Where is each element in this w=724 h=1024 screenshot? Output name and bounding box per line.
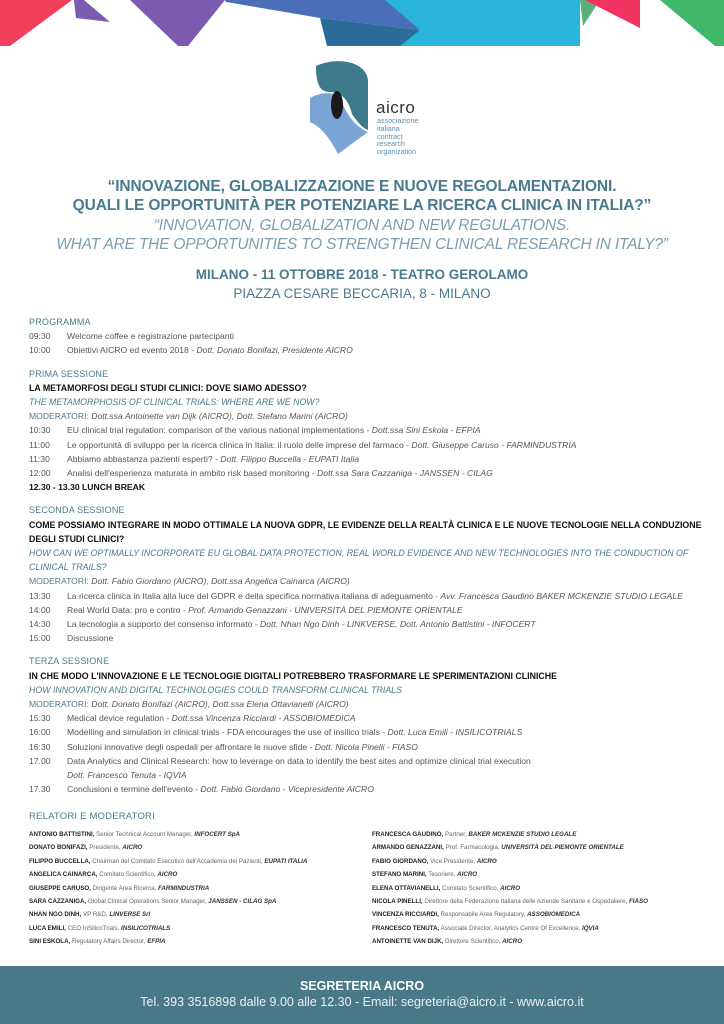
speaker-entry: [29, 908, 369, 921]
program-row: [29, 423, 709, 437]
speaker-role: Dirigente Area Ricerca,: [90, 884, 158, 892]
desc: Data Analytics and Clinical Research: how to leverage on data to identify the best sites and optimize clinical trial execution: [67, 755, 531, 766]
time: 15:30: [29, 713, 51, 724]
speaker-org: IQVIA: [581, 924, 599, 932]
venue-date: MILANO - 11 OTTOBRE 2018 - TEATRO GEROLAMO: [195, 267, 529, 282]
speakers-right-column: [372, 828, 712, 949]
venue-address: PIAZZA CESARE BECCARIA, 8 - MILANO: [233, 286, 491, 301]
program-row: [29, 725, 709, 739]
logo-subtitle-line: research: [377, 139, 405, 149]
logo-subtitle-line: italiana: [377, 123, 400, 133]
program-row: [29, 329, 709, 343]
time: 12:00: [29, 468, 51, 479]
moderators-label: MODERATORI:: [29, 699, 92, 710]
speaker-role: Presidente,: [87, 844, 123, 852]
speaker-role: Senior Technical Account Manager,: [94, 831, 195, 838]
speaker-org: JANSSEN - CILAG SpA: [208, 898, 277, 906]
lunch-break: 12.30 - 13.30 LUNCH BREAK: [29, 482, 146, 493]
program-row: [29, 711, 709, 725]
speaker-name: FRANCESCA GAUDINO,: [372, 831, 444, 838]
speaker-name: SARA CAZZANIGA,: [29, 898, 87, 906]
speaker-name: NICOLA PINELLI,: [372, 898, 423, 906]
desc: Modelling and simulation in clinical trials - FDA encourages the use of insilico trials -: [67, 727, 388, 738]
desc: La tecnologia a supporto del consenso informato -: [67, 619, 261, 630]
time: 11:30: [29, 453, 50, 464]
speaker-org: BAKER MCKENZIE STUDIO LEGALE: [468, 831, 577, 838]
speaker-name: LUCA EMILI,: [29, 924, 66, 932]
program-label: PROGRAMMA: [29, 317, 91, 327]
speaker-org: AICRO: [122, 844, 143, 852]
logo-subtitle-line: organization: [377, 147, 417, 157]
speaker-entry: [29, 828, 369, 841]
speaker-org: AICRO: [500, 884, 521, 892]
program: [29, 315, 709, 797]
session2-subtitle: HOW CAN WE OPTIMALLY INCORPORATE EU GLOBAL DATA PROTECTION, REAL WORLD EVIDENCE AND NEW TECHNOLOGIES INTO THE CONDUCTION OF CLINICAL TRAILS?: [29, 548, 689, 573]
speaker-entry: [372, 882, 712, 895]
session2-title: COME POSSIAMO INTEGRARE IN MODO OTTIMALE LA NUOVA GDPR, LE EVIDENZE DELLA REALTÀ CLINICA E LE NUOVE TECNOLOGIE NELLA CONDUZIONE DEGLI STUDI CLINICI?: [29, 519, 702, 544]
speaker-org: EUPATI ITALIA: [264, 857, 308, 865]
speaker-entry: [372, 855, 712, 868]
speaker-entry: [29, 882, 369, 895]
speaker-entry: [29, 922, 369, 935]
speaker-org: INSILICOTRIALS: [121, 924, 171, 932]
decorative-banner: [0, 0, 724, 48]
program-row: [29, 754, 709, 782]
speaker-name: ELENA OTTAVIANELLI,: [372, 884, 441, 892]
title-en-line2: WHAT ARE THE OPPORTUNITIES TO STRENGTHEN CLINICAL RESEARCH IN ITALY?”: [56, 236, 668, 253]
desc: Medical device regulation -: [67, 713, 172, 724]
title-english: [0, 216, 724, 254]
speaker-entry: [372, 841, 712, 854]
time: 17.00: [29, 755, 51, 766]
desc: Real World Data: pro e contro -: [67, 604, 189, 615]
speaker-org: LINVERSE Srl: [109, 911, 151, 919]
speaker-role: Vice Presidente,: [428, 857, 477, 865]
speaker-org: EFPIA: [147, 938, 166, 946]
title-it-line2: QUALI LE OPPORTUNITÀ PER POTENZIARE LA RICERCA CLINICA IN ITALIA?”: [72, 197, 652, 214]
time: 16:30: [29, 741, 51, 752]
speaker: Dott.ssa Sini Eskola - EFPIA: [371, 425, 481, 436]
program-row: [29, 589, 709, 603]
speaker: Dott. Donato Bonifazi, Presidente AICRO: [196, 345, 353, 356]
desc: La ricerca clinica in Italia alla luce del GDPR e della specifica normativa italiana di adeguamento -: [67, 590, 441, 601]
moderators-names: Dott. Donato Bonifazi (AICRO), Dott.ssa Elena Ottavianelli (AICRO): [91, 699, 349, 710]
title-italian: [0, 177, 724, 215]
time: 11:00: [29, 439, 50, 450]
logo-subtitle-line: associazione: [377, 116, 419, 125]
time: 10:00: [29, 345, 51, 356]
speaker-entry: [372, 922, 712, 935]
speaker-name: SINI ESKOLA,: [29, 938, 71, 946]
program-row: [29, 740, 709, 754]
speaker-entry: [372, 828, 712, 841]
speaker-role: Associate Director, Analytics Centre Of Excellence,: [439, 924, 582, 932]
speaker: Prof. Armando Genazzani - UNIVERSITÀ DEL PIEMONTE ORIENTALE: [188, 604, 463, 615]
aicro-logo-icon: [308, 58, 378, 158]
speaker-entry: [29, 895, 369, 908]
speaker-name: FABIO GIORDANO,: [372, 857, 429, 865]
speaker-name: ANTOINETTE VAN DIJK,: [372, 938, 444, 946]
speaker-name: STEFANO MARINI,: [372, 871, 427, 879]
speaker-org: AICRO: [157, 871, 178, 879]
footer: [0, 966, 724, 1024]
speaker-name: VINCENZA RICCIARDI,: [372, 911, 439, 919]
speaker: Dott.ssa Vincenza Ricciardi - ASSOBIOMEDICA: [171, 713, 356, 724]
desc: Analisi dell'esperienza maturata in ambito risk based monitoring -: [67, 468, 318, 479]
moderators-label: MODERATORI:: [29, 576, 92, 587]
speaker-role: Prof. Farmacologia,: [443, 844, 502, 852]
program-row: [29, 438, 709, 452]
speaker-entry: [29, 935, 369, 948]
speaker-org: AICRO: [476, 857, 497, 865]
desc: Soluzioni innovative degli ospedali per affrontare le nuove sfide -: [67, 741, 315, 752]
session2-label: SECONDA SESSIONE: [29, 505, 125, 516]
speaker-name: NHAN NGO DINH,: [29, 911, 82, 919]
time: 09:30: [29, 331, 51, 342]
speaker-name: ANTONIO BATTISTINI,: [29, 831, 95, 838]
session3-label: TERZA SESSIONE: [29, 656, 110, 667]
speaker-entry: [29, 868, 369, 881]
speaker-role: Chairman del Comitato Esecutivo dell'Accademia dei Pazienti,: [90, 857, 265, 865]
desc: Discussione: [67, 633, 114, 644]
session3-subtitle: HOW INNOVATION AND DIGITAL TECHNOLOGIES COULD TRANSFORM CLINICAL TRIALS: [29, 684, 402, 695]
moderators-label: MODERATORI:: [29, 411, 92, 422]
desc: Le opportunità di sviluppo per la ricerca clinica in Italia: il ruolo delle imprese del farmaco -: [67, 439, 412, 450]
speaker-name: FRANCESCO TENUTA,: [372, 924, 440, 932]
speaker: Dott. Francesco Tenuta - IQVIA: [67, 770, 187, 781]
speaker-name: DONATO BONIFAZI,: [29, 844, 88, 852]
speaker-org: UNIVERSITÀ DEL PIEMONTE ORIENTALE: [501, 844, 624, 852]
session3-title: IN CHE MODO L'INNOVAZIONE E LE TECNOLOGIE DIGITALI POTREBBERO TRASFORMARE LE SPERIMENTAZIONI CLINICHE: [29, 670, 557, 681]
speaker-role: Responsabile Area Regulatory,: [438, 911, 528, 919]
speaker-role: Global Clinical Operations Senior Manager,: [86, 898, 209, 906]
speaker-org: ASSOBIOMEDICA: [527, 911, 581, 919]
speaker-org: AICRO: [502, 938, 523, 946]
speaker-role: Tesoriere,: [426, 871, 458, 879]
speaker-name: FILIPPO BUCCELLA,: [29, 857, 91, 865]
session1-label: PRIMA SESSIONE: [29, 368, 109, 379]
time: 16:00: [29, 727, 51, 738]
session1-title: LA METAMORFOSI DEGLI STUDI CLINICI: DOVE SIAMO ADESSO?: [29, 382, 307, 393]
time: 14:30: [29, 619, 51, 630]
desc: Abbiamo abbastanza pazienti esperti? -: [67, 453, 221, 464]
speaker: Dott. Luca Emili - INSILICOTRIALS: [387, 727, 523, 738]
program-row: [29, 343, 709, 357]
speaker: Dott. Filippo Buccella - EUPATI Italia: [220, 453, 360, 464]
program-row: [29, 631, 709, 645]
title-en-line1: “INNOVATION, GLOBALIZATION AND NEW REGULATIONS.: [153, 217, 571, 234]
time: 10:30: [29, 425, 51, 436]
speaker-role: Direttore della Federazione Italiana delle Aziende Sanitarie e Ospedaliere,: [422, 898, 630, 906]
time: 15:00: [29, 633, 51, 644]
speaker: Dott. Giuseppe Caruso - FARMINDUSTRIA: [411, 439, 577, 450]
session3-moderators: [29, 697, 709, 711]
footer-contact: Tel. 393 3516898 dalle 9.00 alle 12.30 - Email: segreteria@aicro.it - www.aicro.it: [140, 995, 584, 1009]
speaker-role: VP R&D,: [81, 911, 110, 919]
speaker-role: Direttore Scientifico,: [443, 938, 503, 946]
speaker-org: FIASO: [629, 898, 648, 906]
speakers-title: RELATORI E MODERATORI: [29, 811, 155, 822]
title-it-line1: “INNOVAZIONE, GLOBALIZZAZIONE E NUOVE REGOLAMENTAZIONI.: [107, 178, 617, 195]
moderators-names: Dott.ssa Antoinette van Dijk (AICRO), Dott. Stefano Marini (AICRO): [91, 411, 348, 422]
program-row: [29, 782, 709, 796]
logo-subtitle-line: contract: [377, 131, 403, 141]
desc: Obiettivi AICRO ed evento 2018 -: [67, 345, 197, 356]
venue: [0, 265, 724, 303]
speaker-entry: [372, 935, 712, 948]
speaker: Dott.ssa Sara Cazzaniga - JANSSEN - CILAG: [317, 468, 493, 479]
speaker-org: FARMINDUSTRIA: [157, 884, 210, 892]
speaker-role: CEO InSilicoTrials,: [65, 924, 122, 932]
desc: Welcome coffee e registrazione partecipanti: [67, 331, 234, 342]
speaker-org: AICRO: [457, 871, 478, 879]
speaker-entry: [372, 895, 712, 908]
session1-moderators: [29, 409, 709, 423]
speaker: Dott. Fabio Giordano - Vicepresidente AICRO: [200, 784, 374, 795]
speaker-role: Partner,: [443, 831, 469, 838]
speaker-role: Regulatory Affairs Director,: [70, 938, 148, 946]
speaker-name: ANGELICA CAINARCA,: [29, 871, 98, 879]
speaker-role: Comitato Scientifico,: [440, 884, 501, 892]
session1-subtitle: THE METAMORPHOSIS OF CLINICAL TRIALS: WHERE ARE WE NOW?: [29, 397, 320, 408]
speaker-name: ARMANDO GENAZZANI,: [372, 844, 444, 852]
speaker-entry: [372, 868, 712, 881]
speaker-entry: [29, 855, 369, 868]
polygon-pattern-icon: [0, 0, 724, 48]
speaker: Dott. Nicola Pinelli - FIASO: [314, 741, 418, 752]
program-row: [29, 603, 709, 617]
program-row: [29, 617, 709, 631]
desc: EU clinical trial regulation: comparison of the various national implementations -: [67, 425, 372, 436]
logo-wordmark: aicro: [376, 98, 416, 117]
speaker-org: INFOCERT SpA: [194, 831, 241, 838]
desc: Conclusioni e termine dell'evento -: [67, 784, 201, 795]
speaker-role: Comitato Scientifico,: [97, 871, 158, 879]
time: 17.30: [29, 784, 51, 795]
speaker-entry: [29, 841, 369, 854]
speaker: Avv. Francesca Gaudino BAKER MCKENZIE STUDIO LEGALE: [440, 590, 683, 601]
session2-moderators: [29, 574, 709, 588]
logo-subtitle: [377, 117, 419, 156]
moderators-names: Dott. Fabio Giordano (AICRO), Dott.ssa Angelica Cainarca (AICRO): [91, 576, 350, 587]
speakers-left-column: [29, 828, 369, 949]
program-row: [29, 466, 709, 480]
program-row: [29, 452, 709, 466]
speaker-entry: [372, 908, 712, 921]
footer-title: SEGRETERIA AICRO: [299, 979, 425, 993]
speaker-name: GIUSEPPE CARUSO,: [29, 884, 91, 892]
speaker: Dott. Nhan Ngo Dinh - LINKVERSE, Dott. Antonio Battistini - INFOCERT: [260, 619, 536, 630]
time: 13:30: [29, 590, 51, 601]
time: 14:00: [29, 604, 51, 615]
